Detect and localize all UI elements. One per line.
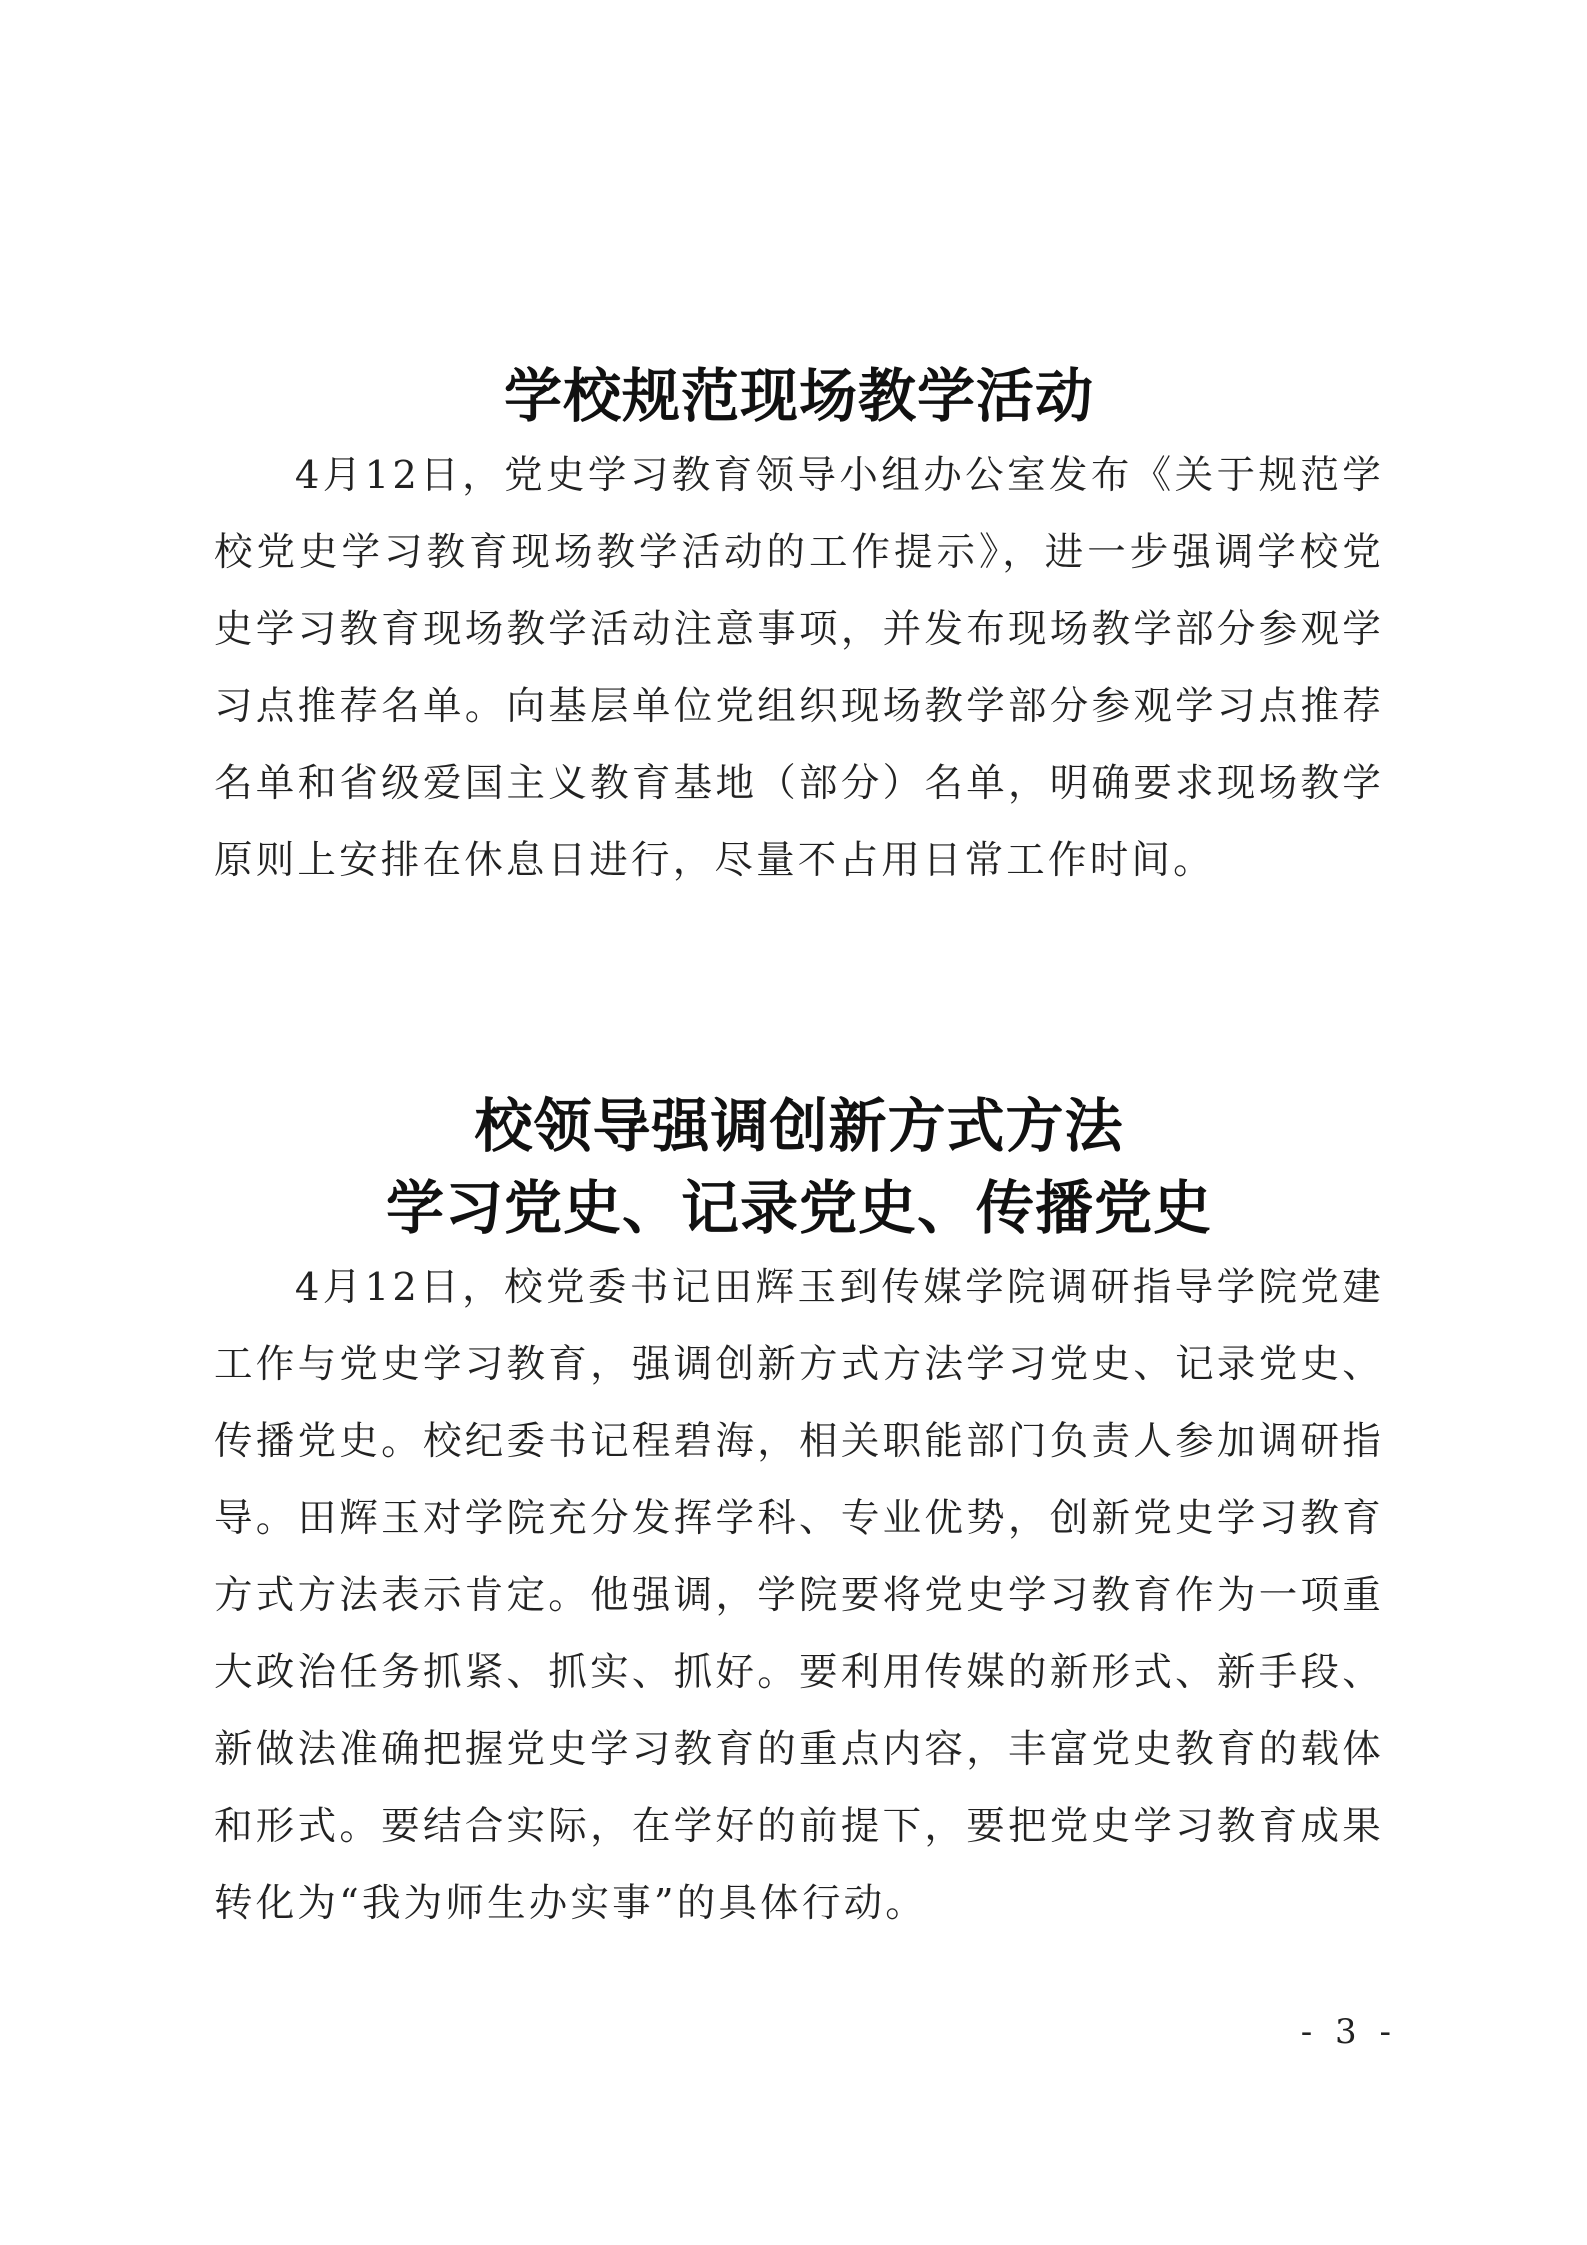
article-title-2-line-1: 校领导强调创新方式方法: [474, 1092, 1124, 1160]
article-title-2-line-2: 学习党史、记录党史、传播党史: [385, 1174, 1212, 1242]
article-title-2: [214, 1085, 1384, 1249]
article-title-1: [214, 355, 1384, 437]
article-body-1: 4月12日，党史学习教育领导小组办公室发布《关于规范学校党史学习教育现场教学活动的工作提示》，进一步强调学校党史学习教育现场教学活动注意事项，并发布现场教学部分参观学习点推荐名单。向基层单位党组织现场教学部分参观学习点推荐名单和省级爱国主义教育基地（部分）名单，明确要求现场教学原则上安排在休息日进行，尽量不占用日常工作时间。: [214, 453, 1384, 883]
page-number: - 3 -: [1300, 2012, 1397, 2052]
article-section-2: [214, 1085, 1384, 1942]
article-title-1-line-1: 学校规范现场教学活动: [503, 362, 1094, 430]
article-section-1: [214, 355, 1384, 899]
article-body-2: 4月12日，校党委书记田辉玉到传媒学院调研指导学院党建工作与党史学习教育，强调创新方式方法学习党史、记录党史、传播党史。校纪委书记程碧海，相关职能部门负责人参加调研指导。田辉玉对学院充分发挥学科、专业优势，创新党史学习教育方式方法表示肯定。他强调，学院要将党史学习教育作为一项重大政治任务抓紧、抓实、抓好。要利用传媒的新形式、新手段、新做法准确把握党史学习教育的重点内容，丰富党史教育的载体和形式。要结合实际，在学好的前提下，要把党史学习教育成果转化为“我为师生办实事”的具体行动。: [214, 1265, 1384, 1926]
